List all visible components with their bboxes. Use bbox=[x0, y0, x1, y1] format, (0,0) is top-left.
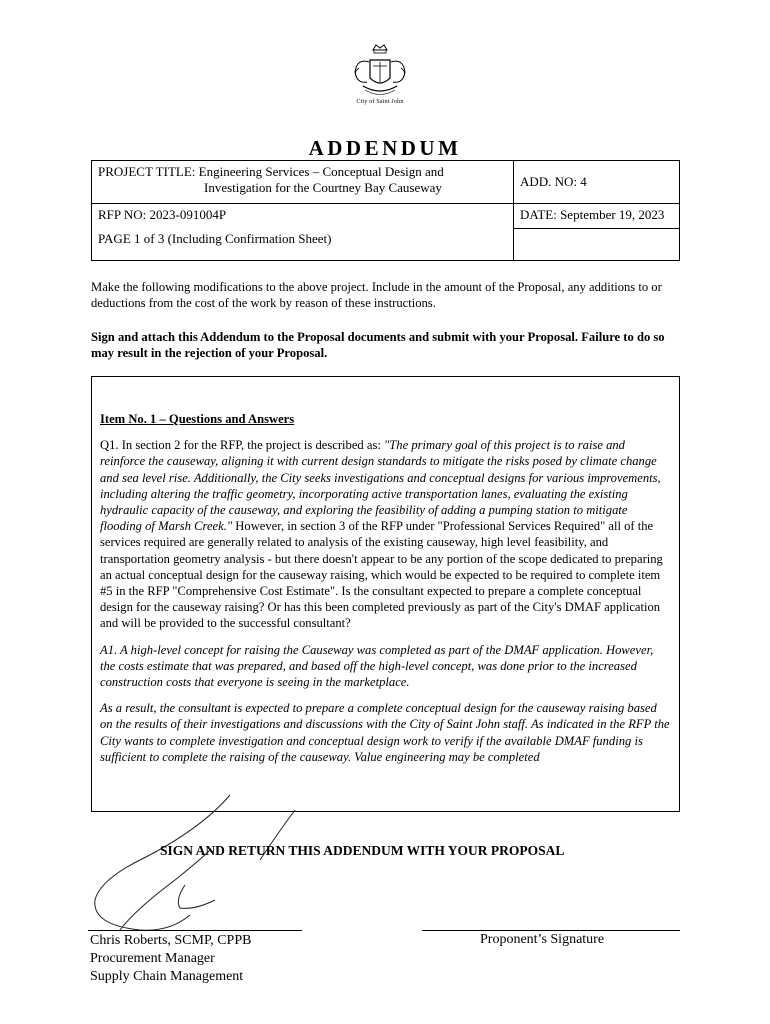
add-no: ADD. NO: 4 bbox=[520, 174, 587, 189]
page-count: PAGE 1 of 3 (Including Confirmation Sheet) bbox=[98, 231, 332, 246]
page-cell bbox=[92, 228, 514, 261]
project-title-cell bbox=[92, 161, 514, 204]
signatory-block bbox=[90, 932, 251, 986]
signature-line-right bbox=[422, 930, 680, 931]
question-1 bbox=[100, 437, 671, 631]
q1-rest: However, in section 3 of the RFP under "Professional Services Required" all of the services required are generally related to analysis of the existing causeway, high level feasibility, and transportation geometry analysis - but there doesn't appear to be any portion of the scope dedicated to preparing an actual conceptual design for the causeway raising, which would be expected to be required to complete item #5 in the RFP "Comprehensive Cost Estimate". Is the consultant expected to prepare a complete conceptual design for the causeway raising? Or has this been completed previously as part of the City's DMAF application and will be provided to the successful consultant? bbox=[100, 519, 663, 631]
signatory-name: Chris Roberts, SCMP, CPPB bbox=[90, 933, 252, 948]
rfp-no: RFP NO: 2023-091004P bbox=[98, 207, 227, 222]
warning-text: Sign and attach this Addendum to the Proposal documents and submit with your Proposal. Failure to do so may result in the rejection of your Proposal. bbox=[91, 330, 665, 360]
q1-intro: Q1. In section 2 for the RFP, the project is described as: bbox=[100, 438, 385, 453]
project-title-line1: PROJECT TITLE: Engineering Services – Conceptual Design and bbox=[98, 164, 444, 179]
signatory-dept: Supply Chain Management bbox=[90, 969, 244, 984]
date-cell bbox=[514, 204, 680, 229]
item-box bbox=[91, 376, 680, 812]
logo-caption: City of Saint John bbox=[356, 99, 404, 105]
date: DATE: September 19, 2023 bbox=[520, 207, 665, 222]
signature-line-left bbox=[88, 930, 302, 931]
q1-quote: "The primary goal of this project is to raise and reinforce the causeway, aligning it with current design standards to mitigate the risks posed by climate change and sea level rise. Additionally, the City seeks investigations and conceptual designs for various improvements, including altering the traffic geometry, incorporating active transportation lanes, evaluating the existing hydraulic capacity of the causeway, and exploring the feasibility of adding a pumping station to mitigate flooding of Marsh Creek." bbox=[100, 438, 661, 534]
empty-cell bbox=[514, 228, 680, 261]
rfp-no-cell bbox=[92, 204, 514, 229]
item-heading: Item No. 1 – Questions and Answers bbox=[100, 412, 295, 426]
signatory-role: Procurement Manager bbox=[90, 951, 215, 966]
signature-scribble bbox=[80, 790, 330, 940]
intro-text: Make the following modifications to the above project. Include in the amount of the Proposal, any additions to or deductions from the cost of the work by reason of these instructions. bbox=[91, 280, 662, 310]
project-title-line2: Investigation for the Courtney Bay Causeway bbox=[204, 180, 442, 195]
page-title: ADDENDUM bbox=[308, 136, 462, 160]
answer-1-continued: As a result, the consultant is expected to prepare a complete conceptual design for the causeway raising based on the results of their investigations and discussions with the City of Saint John staff. As indicated in the RFP the City wants to complete investigation and conceptual design work to verify if the available DMAF funding is sufficient to complete the raising of the causeway. Value engineering may be completed bbox=[100, 701, 670, 764]
answer-1: A1. A high-level concept for raising the Causeway was completed as part of the DMAF application. However, the costs estimate that was prepared, and based off the high-level concept, was done prior to the increased construction costs that everyone is seeing in the marketplace. bbox=[100, 642, 654, 690]
sign-return-heading: SIGN AND RETURN THIS ADDENDUM WITH YOUR PROPOSAL bbox=[160, 843, 565, 858]
add-no-cell bbox=[514, 161, 680, 204]
header-table bbox=[91, 160, 680, 261]
proponent-signature-label: Proponent’s Signature bbox=[480, 932, 605, 947]
